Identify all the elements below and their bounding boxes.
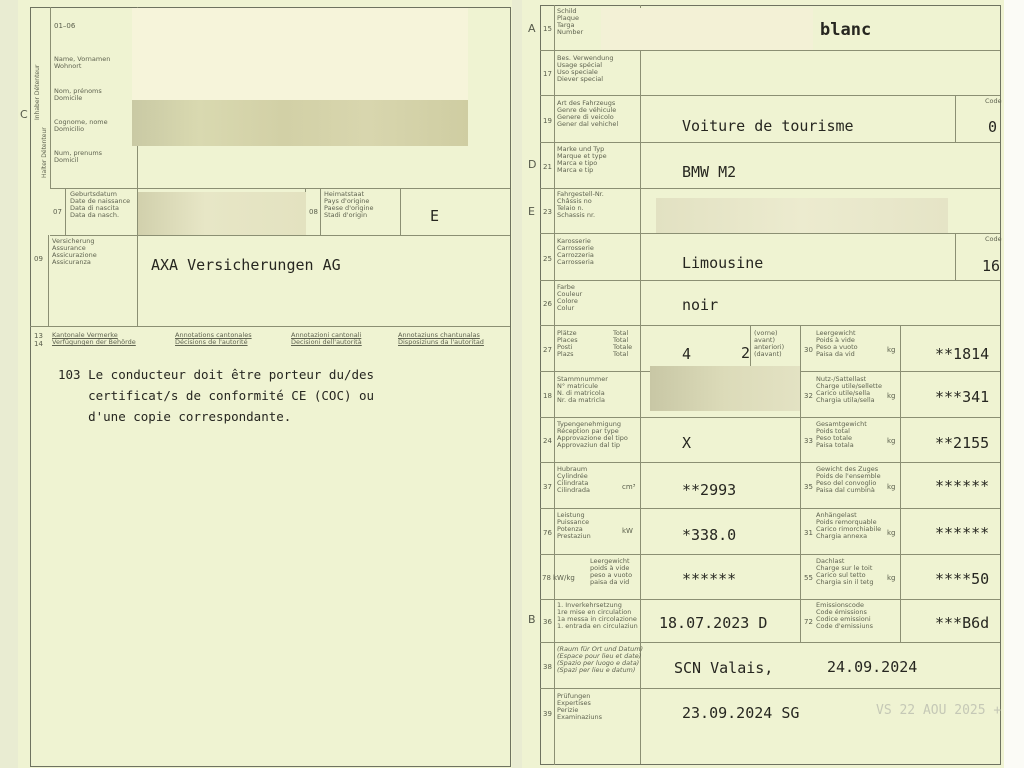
color-value: noir: [682, 296, 719, 314]
row-35-unit: kg: [887, 483, 896, 491]
redacted-plate: [601, 8, 813, 50]
power-value: *338.0: [682, 526, 737, 544]
row-31-code: 31: [804, 529, 813, 537]
displacement-label: Hubraum Cylindrée Cilindrata Cilindrada: [557, 465, 590, 494]
right-letter-a: A: [528, 22, 536, 35]
row-35-code: 35: [804, 483, 813, 491]
displacement-value: **2993: [682, 481, 737, 499]
payload-value: ***341: [935, 388, 990, 406]
issue-date-value: 24.09.2024: [827, 658, 918, 676]
train-weight-value: ******: [935, 477, 990, 495]
row-18-code: 18: [543, 392, 552, 400]
row-72-code: 72: [804, 618, 813, 626]
right-letter-b: B: [528, 613, 536, 626]
towing-label: Anhängelast Poids remorquable Carico rimorchiabile Chargia annexa: [816, 511, 882, 540]
train-weight-label: Gewicht des Zuges Poids de l'ensemble Peso del convoglio Paisa dal cumbinà: [816, 465, 881, 494]
roof-load-label: Dachlast Charge sur le toit Carico sul tetto Chargia sin il tetg: [816, 557, 874, 586]
name-label: Name, Vornamen Wohnort: [54, 55, 111, 70]
row-37-unit: cm³: [622, 483, 636, 491]
body-value: Limousine: [682, 254, 764, 272]
row-15-code: 15: [543, 25, 552, 33]
redacted-holder-name: [132, 8, 468, 100]
total-weight-label: Gesamtgewicht Poids total Peso totale Paisa totala: [816, 420, 867, 449]
row-33-unit: kg: [887, 437, 896, 445]
right-letter-e: E: [528, 205, 535, 218]
seats-total-label: Total Total Totale Total: [613, 329, 633, 358]
side-label-holder: Inhaber Détenteur: [34, 64, 41, 120]
towing-value: ******: [935, 524, 990, 542]
power-ratio-value: ******: [682, 570, 737, 588]
row-39-code: 39: [543, 710, 552, 718]
row-37-code: 37: [543, 483, 552, 491]
power-ratio-label: Leergewicht poids à vide peso a vuoto paisa da vid: [590, 557, 633, 586]
remark-103: 103 Le conducteur doit être porteur du/des certificat/s de conformité CE (COC) ou d'une copie correspondante.: [58, 367, 375, 424]
annotations-header-it: Annotazioni cantonali Decisioni dell'autorità: [291, 331, 362, 346]
row-19-code-label: Code: [985, 97, 1002, 105]
side-letter-c: C: [20, 108, 28, 121]
row-31-unit: kg: [887, 529, 896, 537]
roof-load-value: ****50: [935, 570, 990, 588]
row-14-code: 14: [34, 340, 43, 348]
side-label-holder-2: Halter Détenteur: [41, 127, 48, 178]
origin-value: E: [430, 207, 440, 225]
redacted-holder-address: [132, 100, 468, 146]
issue-place-value: SCN Valais,: [674, 659, 774, 677]
num-label: Num, prenums Domicil: [54, 149, 103, 164]
row-01-06-code: 01–06: [54, 22, 76, 30]
plate-value: blanc: [820, 20, 872, 40]
row-25-code: 25: [543, 255, 552, 263]
row-26-code: 26: [543, 300, 552, 308]
redacted-chassis: [656, 198, 948, 233]
seats-label: Plätze Places Posti Plazs: [557, 329, 578, 358]
chassis-label: Fahrgestell-Nr. Châssis no Telaio n. Schassis nr.: [557, 190, 604, 219]
row-07-code: 07: [53, 208, 62, 216]
row-24-code: 24: [543, 437, 552, 445]
row-55-unit: kg: [887, 574, 896, 582]
type-approval-label: Typengenehmigung Réception par type Approvazione del tipo Approvaziun dal tip: [557, 420, 628, 449]
seats-value: 4: [682, 345, 692, 363]
row-25-code-value: 16: [982, 257, 1001, 275]
matricule-label: Stammnummer N° matricule N. di matricola Nr. da matricla: [557, 375, 608, 404]
first-registration-value: 18.07.2023 D: [659, 614, 768, 632]
body-label: Karosserie Carrosserie Carrozzeria Carrosseria: [557, 237, 594, 266]
redacted-birthdate: [138, 192, 306, 235]
emission-code-label: Emissionscode Code émissions Codice emissioni Code d'emissiuns: [816, 601, 873, 630]
row-30-code: 30: [804, 346, 813, 354]
row-55-code: 55: [804, 574, 813, 582]
row-23-code: 23: [543, 208, 552, 216]
row-30-unit: kg: [887, 346, 896, 354]
vehicle-kind-value: Voiture de tourisme: [682, 117, 854, 135]
row-33-code: 33: [804, 437, 813, 445]
payload-label: Nutz-/Sattellast Charge utile/sellette Carico utile/sella Chargia utila/sella: [816, 375, 882, 404]
seats-front-value: 2: [741, 344, 751, 362]
annotations-header-rm: Annotaziuns chantunalas Disposiziuns da l'autoritad: [398, 331, 484, 346]
row-78-unit: kW/kg: [553, 574, 575, 582]
power-label: Leistung Puissance Potenza Prestaziun: [557, 511, 591, 540]
inspections-label: Prüfungen Expertises Perizie Examinaziuns: [557, 692, 603, 721]
emission-code-value: ***B6d: [935, 614, 990, 632]
nom-label: Nom, prénoms Domicile: [54, 87, 102, 102]
birthdate-label: Geburtsdatum Date de naissance Data di nascita Data da nasch.: [70, 190, 131, 219]
row-25-code-label: Code: [985, 235, 1002, 243]
insurance-label: Versicherung Assurance Assicurazione Assicuranza: [52, 237, 97, 266]
total-weight-value: **2155: [935, 434, 990, 452]
row-17-code: 17: [543, 70, 552, 78]
row-21-code: 21: [543, 163, 552, 171]
row-36-code: 36: [543, 618, 552, 626]
row-19-code-value: 0: [988, 118, 998, 136]
row-76-unit: kW: [622, 527, 633, 535]
right-letter-d: D: [528, 158, 537, 171]
row-08-code: 08: [309, 208, 318, 216]
inspection-value: 23.09.2024 SG: [682, 704, 800, 722]
insurance-value: AXA Versicherungen AG: [151, 256, 341, 274]
row-27-code: 27: [543, 346, 552, 354]
page-edge: [1004, 0, 1024, 768]
seats-front-label: (vorne) avant) anteriori) (davant): [754, 329, 785, 358]
row-19-code: 19: [543, 117, 552, 125]
annotations-header-fr: Annotations cantonales Décisions de l'autorité: [175, 331, 252, 346]
origin-label: Heimatstaat Pays d'origine Paese d'origine Stadi d'origin: [324, 190, 374, 219]
row-38-code: 38: [543, 663, 552, 671]
make-type-value: BMW M2: [682, 163, 737, 181]
row-13-code: 13: [34, 332, 43, 340]
inspection-stamp: VS 22 AOU 2025 +: [876, 703, 1002, 718]
make-type-label: Marke und Typ Marque et type Marca e tipo Marca e tip: [557, 145, 607, 174]
place-date-label: (Raum für Ort und Datum) (Espace pour lieu et date) (Spazio per luogo e data) (Spazi per lieu e datum): [557, 645, 644, 674]
empty-weight-label: Leergewicht Poids à vide Peso a vuoto Paisa da vid: [816, 329, 858, 358]
redacted-matricule: [650, 366, 800, 411]
first-registration-label: 1. Inverkehrsetzung 1re mise en circulation 1a messa in circolazione 1. entrada en circulaziun: [557, 601, 638, 630]
special-use-label: Bes. Verwendung Usage spécial Uso speciale Diever special: [557, 54, 614, 83]
empty-weight-value: **1814: [935, 345, 990, 363]
plate-label: Schild Plaque Targa Number: [557, 7, 584, 36]
cognome-label: Cognome, nome Domicilio: [54, 118, 108, 133]
annotations-header-de: Kantonale Vermerke Verfügungen der Behörde: [52, 331, 136, 346]
row-76-code: 76: [543, 529, 552, 537]
row-78-code: 78: [542, 574, 551, 582]
vehicle-kind-label: Art des Fahrzeugs Genre de véhicule Genere di veicolo Gener dal vehichel: [557, 99, 619, 128]
row-32-unit: kg: [887, 392, 896, 400]
row-32-code: 32: [804, 392, 813, 400]
type-approval-value: X: [682, 434, 692, 452]
color-label: Farbe Couleur Colore Colur: [557, 283, 583, 312]
row-09-code: 09: [34, 255, 43, 263]
